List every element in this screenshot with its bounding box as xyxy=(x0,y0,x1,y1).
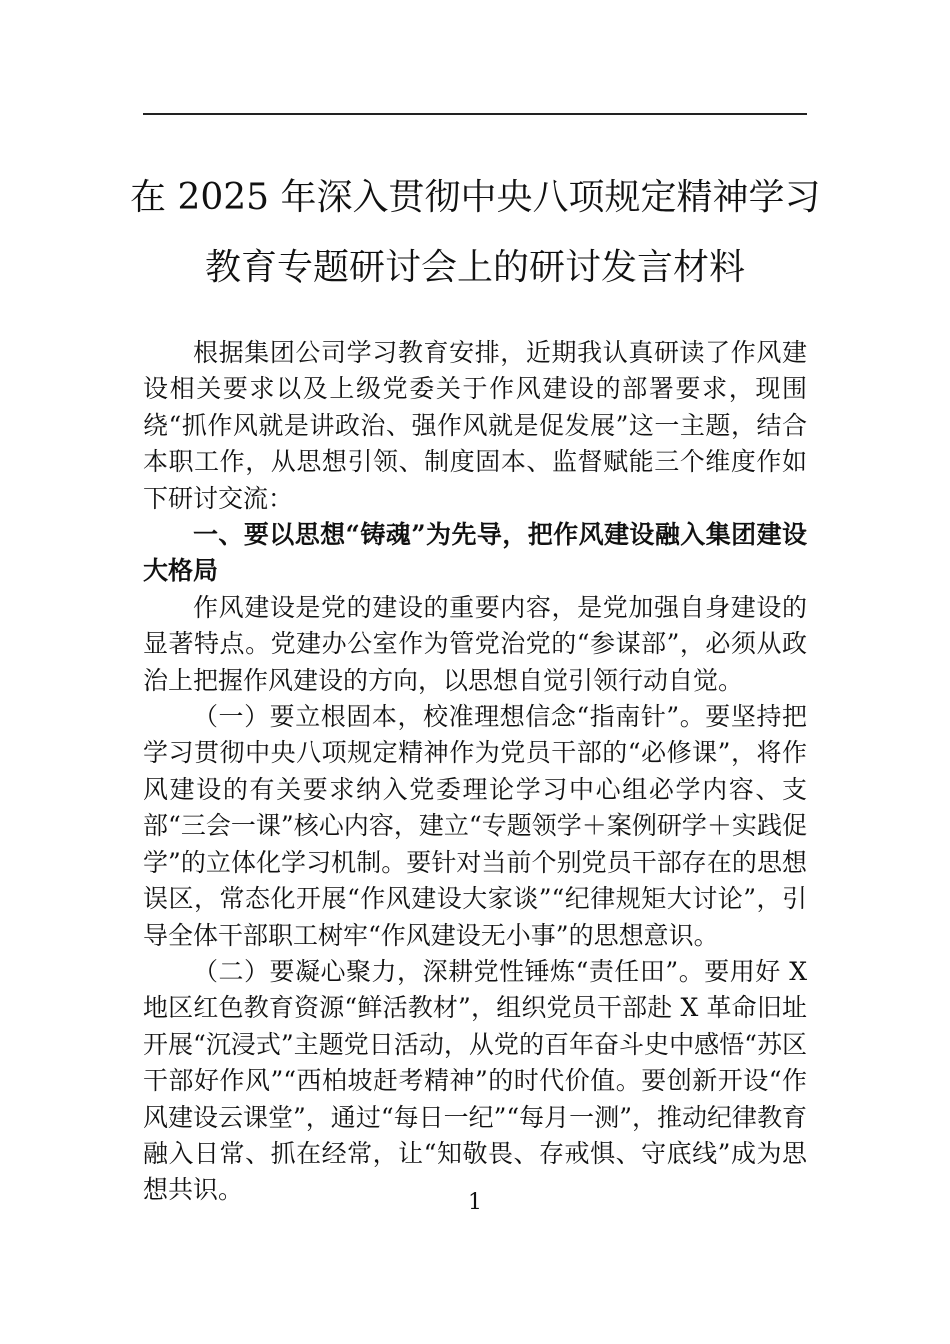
document-title-line-1: 在 2025 年深入贯彻中央八项规定精神学习 xyxy=(130,177,821,218)
paragraph-subsection-1: （一）要立根固本，校准理想信念“指南针”。要坚持把学习贯彻中央八项规定精神作为党员干部的“必修课”，将作风建设的有关要求纳入党委理论学习中心组必学内容、支部“三会一课”核心内容，建立“专题领学＋案例研学＋实践促学”的立体化学习机制。要针对当前个别党员干部存在的思想误区，常态化开展“作风建设大家谈”“纪律规矩大讨论”，引导全体干部职工树牢“作风建设无小事”的思想意识。 xyxy=(143,702,807,950)
section-heading-1: 一、要以思想“铸魂”为先导，把作风建设融入集团建设大格局 xyxy=(143,520,807,586)
page-number: 1 xyxy=(468,1190,482,1215)
paragraph-subsection-2: （二）要凝心聚力，深耕党性锤炼“责任田”。要用好 X 地区红色教育资源“鲜活教材”，组织党员干部赴 X 革命旧址开展“沉浸式”主题党日活动，从党的百年奋斗史中感悟“苏区干部好作风”“西柏坡赶考精神”的时代价值。要创新开设“作风建设云课堂”，通过“每日一纪”“每月一测”，推动纪律教育融入日常、抓在经常，让“知敬畏、存戒惧、守底线”成为思想共识。 xyxy=(143,956,807,1205)
paragraph-section-1-lead: 作风建设是党的建设的重要内容，是党加强自身建设的显著特点。党建办公室作为管党治党的“参谋部”，必须从政治上把握作风建设的方向，以思想自觉引领行动自觉。 xyxy=(143,592,807,695)
document-body xyxy=(143,335,807,1209)
document-title-line-2: 教育专题研讨会上的研讨发言材料 xyxy=(204,247,745,288)
paragraph-intro: 根据集团公司学习教育安排，近期我认真研读了作风建设相关要求以及上级党委关于作风建设的部署要求，现围绕“抓作风就是讲政治、强作风就是促发展”这一主题，结合本职工作，从思想引领、制度固本、监督赋能三个维度作如下研讨交流： xyxy=(143,338,807,513)
header-rule xyxy=(143,113,807,115)
